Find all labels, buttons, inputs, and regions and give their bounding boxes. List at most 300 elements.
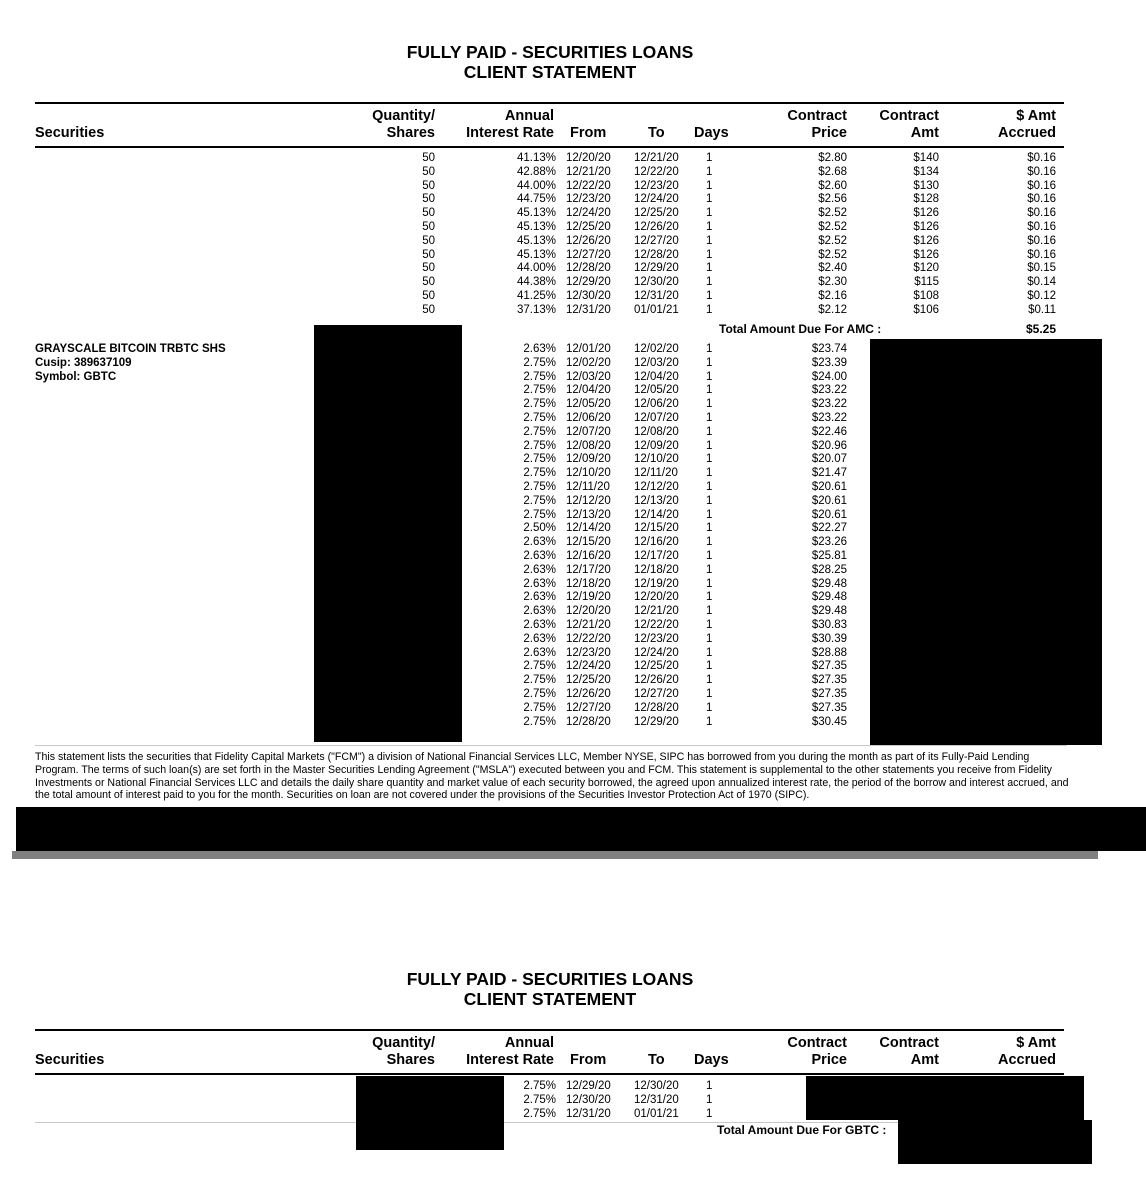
gbtc-days-cell: 1 bbox=[706, 480, 713, 493]
p2-days-cell: 1 bbox=[706, 1093, 713, 1106]
amc-days-cell: 1 bbox=[706, 193, 713, 206]
amc-qty-cell: 50 bbox=[422, 289, 435, 302]
amc-days-cell: 1 bbox=[706, 276, 713, 289]
gbtc-from-cell: 12/26/20 bbox=[566, 687, 611, 700]
gbtc-price-column bbox=[770, 343, 847, 729]
table-end-rule bbox=[35, 745, 1067, 746]
amc-from-cell: 12/27/20 bbox=[566, 248, 611, 261]
gbtc-rate-cell: 2.75% bbox=[523, 370, 556, 383]
gbtc-days-cell: 1 bbox=[706, 646, 713, 659]
header-accrued-2-p2: Accrued bbox=[997, 1052, 1056, 1068]
gbtc-to-cell: 12/09/20 bbox=[634, 439, 679, 452]
gbtc-rate-cell: 2.75% bbox=[523, 494, 556, 507]
amc-accrued-cell: $0.14 bbox=[1027, 276, 1056, 289]
amc-from-cell: 12/20/20 bbox=[566, 152, 611, 164]
p2-days-cell: 1 bbox=[706, 1080, 713, 1092]
amc-price-cell: $2.80 bbox=[818, 152, 847, 164]
amc-rate-cell: 42.88% bbox=[516, 165, 556, 178]
p2-rate-cell: 2.75% bbox=[523, 1107, 556, 1120]
gbtc-from-cell: 12/10/20 bbox=[566, 467, 611, 480]
redaction-footer bbox=[16, 807, 1146, 851]
gbtc-days-cell: 1 bbox=[706, 632, 713, 645]
header-qty-2-p2: Shares bbox=[386, 1052, 435, 1068]
gbtc-to-cell: 12/19/20 bbox=[634, 577, 679, 590]
amc-days-cell: 1 bbox=[706, 234, 713, 247]
amc-amt-cell: $134 bbox=[913, 165, 939, 178]
p2-from-cell: 12/31/20 bbox=[566, 1107, 611, 1120]
amc-days-cell: 1 bbox=[706, 152, 713, 164]
amc-accrued-cell: $0.16 bbox=[1027, 248, 1056, 261]
gbtc-days-column bbox=[706, 343, 712, 729]
gbtc-from-cell: 12/22/20 bbox=[566, 632, 611, 645]
amc-days-cell: 1 bbox=[706, 207, 713, 220]
gbtc-from-cell: 12/19/20 bbox=[566, 591, 611, 604]
amc-days-cell: 1 bbox=[706, 179, 713, 192]
amc-rate-cell: 45.13% bbox=[516, 248, 556, 261]
amc-from-cell: 12/30/20 bbox=[566, 289, 611, 302]
amc-to-cell: 01/01/21 bbox=[634, 303, 679, 316]
gbtc-to-cell: 12/24/20 bbox=[634, 646, 679, 659]
amc-rate-cell: 44.00% bbox=[516, 179, 556, 192]
gbtc-rate-cell: 2.63% bbox=[523, 646, 556, 659]
gbtc-price-cell: $20.96 bbox=[811, 439, 847, 452]
redaction-price-amt-p2 bbox=[806, 1076, 1084, 1120]
amc-price-cell: $2.52 bbox=[818, 248, 847, 261]
header-price-2-p2: Price bbox=[811, 1052, 847, 1068]
amc-price-cell: $2.16 bbox=[818, 289, 847, 302]
gbtc-to-cell: 12/12/20 bbox=[634, 480, 679, 493]
gbtc-to-cell: 12/17/20 bbox=[634, 549, 679, 562]
gbtc-price-cell: $28.88 bbox=[811, 646, 847, 659]
gbtc-from-cell: 12/27/20 bbox=[566, 701, 611, 714]
gbtc-rate-cell: 2.63% bbox=[523, 577, 556, 590]
gbtc-days-cell: 1 bbox=[706, 398, 713, 411]
gbtc-to-cell: 12/07/20 bbox=[634, 411, 679, 424]
header-to: To bbox=[648, 125, 665, 141]
p2-from-cell: 12/29/20 bbox=[566, 1080, 611, 1092]
p2-to-column bbox=[634, 1080, 679, 1121]
amc-to-column bbox=[634, 152, 679, 318]
gbtc-to-cell: 12/29/20 bbox=[634, 715, 679, 728]
gbtc-from-cell: 12/07/20 bbox=[566, 425, 611, 438]
amc-accrued-cell: $0.15 bbox=[1027, 262, 1056, 275]
amc-from-cell: 12/31/20 bbox=[566, 303, 611, 316]
amc-rate-cell: 45.13% bbox=[516, 207, 556, 220]
header-securities: Securities bbox=[35, 125, 105, 141]
amc-rate-cell: 44.38% bbox=[516, 276, 556, 289]
gbtc-from-cell: 12/12/20 bbox=[566, 494, 611, 507]
amc-total-label: Total Amount Due For AMC : bbox=[719, 322, 882, 336]
amc-to-cell: 12/29/20 bbox=[634, 262, 679, 275]
amc-rate-cell: 44.75% bbox=[516, 193, 556, 206]
gbtc-days-cell: 1 bbox=[706, 522, 713, 535]
amc-days-column bbox=[706, 152, 712, 318]
gbtc-to-cell: 12/21/20 bbox=[634, 605, 679, 618]
gbtc-from-cell: 12/15/20 bbox=[566, 536, 611, 549]
amc-rate-column bbox=[470, 152, 556, 318]
gbtc-days-cell: 1 bbox=[706, 660, 713, 673]
gbtc-days-cell: 1 bbox=[706, 411, 713, 424]
gbtc-rate-cell: 2.75% bbox=[523, 480, 556, 493]
gbtc-days-cell: 1 bbox=[706, 618, 713, 631]
gbtc-rate-column bbox=[470, 343, 556, 729]
amc-amt-cell: $126 bbox=[913, 207, 939, 220]
header-rate-2-p2: Interest Rate bbox=[466, 1052, 554, 1068]
header-price-1-p2: Contract bbox=[787, 1035, 847, 1051]
amc-qty-cell: 50 bbox=[422, 179, 435, 192]
amc-from-cell: 12/29/20 bbox=[566, 276, 611, 289]
gbtc-from-cell: 12/18/20 bbox=[566, 577, 611, 590]
amc-days-cell: 1 bbox=[706, 303, 713, 316]
amc-to-cell: 12/21/20 bbox=[634, 152, 679, 164]
gbtc-rate-cell: 2.50% bbox=[523, 522, 556, 535]
gbtc-rate-cell: 2.75% bbox=[523, 687, 556, 700]
gbtc-to-cell: 12/10/20 bbox=[634, 453, 679, 466]
amc-accrued-cell: $0.16 bbox=[1027, 193, 1056, 206]
amc-to-cell: 12/24/20 bbox=[634, 193, 679, 206]
redaction-quantity-p2 bbox=[356, 1076, 504, 1150]
p2-from-cell: 12/30/20 bbox=[566, 1093, 611, 1106]
gbtc-from-cell: 12/16/20 bbox=[566, 549, 611, 562]
gbtc-to-cell: 12/11/20 bbox=[634, 467, 678, 480]
gbtc-price-cell: $25.81 bbox=[811, 549, 847, 562]
gbtc-to-cell: 12/02/20 bbox=[634, 343, 679, 355]
redaction-amounts bbox=[870, 339, 1102, 745]
redaction-quantity bbox=[314, 325, 462, 742]
gbtc-to-cell: 12/06/20 bbox=[634, 398, 679, 411]
gbtc-days-cell: 1 bbox=[706, 439, 713, 452]
amc-qty-cell: 50 bbox=[422, 276, 435, 289]
amc-accrued-cell: $0.12 bbox=[1027, 289, 1056, 302]
amc-amt-cell: $120 bbox=[913, 262, 939, 275]
amc-rate-cell: 41.13% bbox=[516, 152, 556, 164]
gbtc-price-cell: $23.39 bbox=[811, 356, 847, 369]
gbtc-rate-cell: 2.75% bbox=[523, 384, 556, 397]
header-rate-1-p2: Annual bbox=[504, 1035, 554, 1051]
gbtc-price-cell: $28.25 bbox=[811, 563, 847, 576]
header-price-2: Price bbox=[811, 125, 847, 141]
gbtc-days-cell: 1 bbox=[706, 494, 713, 507]
title-line-2-p2: CLIENT STATEMENT bbox=[463, 989, 637, 1009]
p2-rate-cell: 2.75% bbox=[523, 1093, 556, 1106]
amc-total-value: $5.25 bbox=[1025, 322, 1056, 336]
gbtc-from-cell: 12/14/20 bbox=[566, 522, 611, 535]
amc-amt-cell: $126 bbox=[913, 220, 939, 233]
amc-accrued-cell: $0.11 bbox=[1028, 303, 1056, 316]
gbtc-price-cell: $20.61 bbox=[811, 494, 847, 507]
header-price-1: Contract bbox=[787, 108, 847, 124]
disclosure-footnote: This statement lists the securities that Fidelity Capital Markets ("FCM") a division of National Financial Services LLC, Member NYSE, SIPC has borrowed from you during the month as part of its Fully-Paid Lending Program. The terms of such loan(s) are set forth in the Master Securities Lending Agreement ("MSLA") executed between you and FCM. This statement is supplemental to the other statements you receive from Fidelity Investments or National Financial Services LLC and details the daily share quantity and market value of each security borrowed, the agreed upon annualized interest rate, the period of the borrow and interest accrued, and the total amount of interest paid to you for the month. Securities on loan are not covered under the provisions of the Securities Investor Protection Act of 1970 (SIPC). bbox=[35, 751, 1069, 802]
amc-days-cell: 1 bbox=[706, 262, 713, 275]
gbtc-symbol: Symbol: GBTC bbox=[35, 371, 117, 383]
gbtc-price-cell: $23.22 bbox=[811, 384, 847, 397]
header-qty-2: Shares bbox=[386, 125, 435, 141]
gbtc-rate-cell: 2.75% bbox=[523, 439, 556, 452]
p2-days-cell: 1 bbox=[706, 1107, 713, 1120]
amc-to-cell: 12/28/20 bbox=[634, 248, 679, 261]
title-line-1: FULLY PAID - SECURITIES LOANS bbox=[406, 42, 694, 62]
amc-accrued-column bbox=[960, 152, 1056, 318]
amc-from-cell: 12/21/20 bbox=[566, 165, 611, 178]
gbtc-price-cell: $29.48 bbox=[811, 605, 847, 618]
gbtc-price-cell: $27.35 bbox=[811, 701, 847, 714]
gbtc-rate-cell: 2.75% bbox=[523, 398, 556, 411]
gbtc-from-cell: 12/21/20 bbox=[566, 618, 611, 631]
amc-amt-cell: $126 bbox=[913, 234, 939, 247]
gbtc-days-cell: 1 bbox=[706, 370, 713, 383]
header-top-rule bbox=[35, 102, 1064, 104]
amc-amt-cell: $130 bbox=[913, 179, 939, 192]
gbtc-from-cell: 12/20/20 bbox=[566, 605, 611, 618]
gbtc-days-cell: 1 bbox=[706, 674, 713, 687]
gbtc-total-label: Total Amount Due For GBTC : bbox=[717, 1123, 887, 1137]
gbtc-to-cell: 12/23/20 bbox=[634, 632, 679, 645]
gbtc-price-cell: $27.35 bbox=[811, 660, 847, 673]
header-bottom-rule-p2 bbox=[35, 1073, 1064, 1075]
header-accrued-1-p2: $ Amt bbox=[1016, 1035, 1056, 1051]
gbtc-to-cell: 12/22/20 bbox=[634, 618, 679, 631]
gbtc-cusip: Cusip: 389637109 bbox=[35, 357, 132, 369]
header-from-p2: From bbox=[570, 1052, 607, 1068]
gbtc-rate-cell: 2.63% bbox=[523, 563, 556, 576]
amc-qty-cell: 50 bbox=[422, 193, 435, 206]
header-to-p2: To bbox=[648, 1052, 665, 1068]
amc-qty-cell: 50 bbox=[422, 220, 435, 233]
header-qty-1: Quantity/ bbox=[372, 108, 435, 124]
gbtc-price-cell: $22.27 bbox=[811, 522, 847, 535]
amc-to-cell: 12/30/20 bbox=[634, 276, 679, 289]
gbtc-from-cell: 12/04/20 bbox=[566, 384, 611, 397]
gbtc-days-cell: 1 bbox=[706, 701, 713, 714]
amc-accrued-cell: $0.16 bbox=[1027, 207, 1056, 220]
amc-to-cell: 12/26/20 bbox=[634, 220, 679, 233]
amc-price-cell: $2.40 bbox=[818, 262, 847, 275]
gbtc-to-cell: 12/18/20 bbox=[634, 563, 679, 576]
gbtc-from-cell: 12/08/20 bbox=[566, 439, 611, 452]
gbtc-days-cell: 1 bbox=[706, 343, 713, 355]
gbtc-days-cell: 1 bbox=[706, 715, 713, 728]
title-line-1-p2: FULLY PAID - SECURITIES LOANS bbox=[406, 969, 694, 989]
gbtc-from-cell: 12/13/20 bbox=[566, 508, 611, 521]
amc-price-cell: $2.52 bbox=[818, 207, 847, 220]
amc-to-cell: 12/22/20 bbox=[634, 165, 679, 178]
gbtc-rate-cell: 2.63% bbox=[523, 536, 556, 549]
amc-qty-cell: 50 bbox=[422, 152, 435, 164]
amc-days-cell: 1 bbox=[706, 248, 713, 261]
gbtc-rate-cell: 2.63% bbox=[523, 549, 556, 562]
amc-accrued-cell: $0.16 bbox=[1027, 152, 1056, 164]
amc-price-cell: $2.12 bbox=[818, 303, 847, 316]
amc-from-cell: 12/23/20 bbox=[566, 193, 611, 206]
gbtc-to-cell: 12/27/20 bbox=[634, 687, 679, 700]
gbtc-to-cell: 12/08/20 bbox=[634, 425, 679, 438]
amc-from-cell: 12/28/20 bbox=[566, 262, 611, 275]
gbtc-from-cell: 12/03/20 bbox=[566, 370, 611, 383]
header-securities-p2: Securities bbox=[35, 1052, 105, 1068]
amc-from-column bbox=[566, 152, 611, 318]
gbtc-price-cell: $22.46 bbox=[811, 425, 847, 438]
p2-days-column bbox=[706, 1080, 712, 1121]
gbtc-to-column bbox=[634, 343, 679, 729]
amc-from-cell: 12/26/20 bbox=[566, 234, 611, 247]
amc-rate-cell: 44.00% bbox=[516, 262, 556, 275]
gbtc-rate-cell: 2.63% bbox=[523, 605, 556, 618]
gbtc-price-cell: $29.48 bbox=[811, 577, 847, 590]
header-from: From bbox=[570, 125, 607, 141]
gbtc-days-cell: 1 bbox=[706, 356, 713, 369]
header-amt-1-p2: Contract bbox=[879, 1035, 939, 1051]
title-line-2: CLIENT STATEMENT bbox=[463, 62, 637, 82]
amc-accrued-cell: $0.16 bbox=[1027, 165, 1056, 178]
gbtc-price-cell: $30.83 bbox=[811, 618, 847, 631]
gbtc-days-cell: 1 bbox=[706, 425, 713, 438]
amc-qty-cell: 50 bbox=[422, 207, 435, 220]
p2-to-cell: 12/31/20 bbox=[634, 1093, 679, 1106]
gbtc-days-cell: 1 bbox=[706, 384, 713, 397]
gbtc-days-cell: 1 bbox=[706, 563, 713, 576]
p2-rate-cell: 2.75% bbox=[523, 1080, 556, 1092]
gbtc-from-cell: 12/25/20 bbox=[566, 674, 611, 687]
header-amt-1: Contract bbox=[879, 108, 939, 124]
gbtc-to-cell: 12/16/20 bbox=[634, 536, 679, 549]
amc-to-cell: 12/31/20 bbox=[634, 289, 679, 302]
gbtc-price-cell: $20.61 bbox=[811, 480, 847, 493]
amc-days-cell: 1 bbox=[706, 220, 713, 233]
gbtc-price-cell: $21.47 bbox=[811, 467, 847, 480]
amc-from-cell: 12/25/20 bbox=[566, 220, 611, 233]
gbtc-from-cell: 12/05/20 bbox=[566, 398, 611, 411]
gbtc-price-cell: $29.48 bbox=[811, 591, 847, 604]
page-separator bbox=[12, 851, 1098, 859]
gbtc-days-cell: 1 bbox=[706, 577, 713, 590]
gbtc-rate-cell: 2.75% bbox=[523, 425, 556, 438]
amc-price-column bbox=[770, 152, 847, 318]
gbtc-rate-cell: 2.75% bbox=[523, 660, 556, 673]
gbtc-rate-cell: 2.75% bbox=[523, 453, 556, 466]
amc-accrued-cell: $0.16 bbox=[1027, 179, 1056, 192]
header-bottom-rule bbox=[35, 146, 1064, 148]
gbtc-rate-cell: 2.75% bbox=[523, 411, 556, 424]
gbtc-rate-cell: 2.63% bbox=[523, 632, 556, 645]
gbtc-price-cell: $23.74 bbox=[811, 343, 847, 355]
amc-days-cell: 1 bbox=[706, 289, 713, 302]
amc-from-cell: 12/22/20 bbox=[566, 179, 611, 192]
gbtc-rate-cell: 2.75% bbox=[523, 508, 556, 521]
redaction-total-p2 bbox=[898, 1120, 1092, 1164]
amc-amt-cell: $115 bbox=[914, 276, 939, 289]
gbtc-from-cell: 12/11/20 bbox=[566, 480, 610, 493]
gbtc-from-cell: 12/24/20 bbox=[566, 660, 611, 673]
gbtc-price-cell: $20.61 bbox=[811, 508, 847, 521]
amc-amt-cell: $140 bbox=[913, 152, 939, 164]
amc-rate-cell: 45.13% bbox=[516, 220, 556, 233]
gbtc-rate-cell: 2.75% bbox=[523, 467, 556, 480]
amc-qty-cell: 50 bbox=[422, 248, 435, 261]
amc-qty-cell: 50 bbox=[422, 234, 435, 247]
header-days-p2: Days bbox=[694, 1052, 729, 1068]
gbtc-price-cell: $24.00 bbox=[811, 370, 847, 383]
gbtc-days-cell: 1 bbox=[706, 591, 713, 604]
gbtc-rate-cell: 2.75% bbox=[523, 701, 556, 714]
gbtc-to-cell: 12/25/20 bbox=[634, 660, 679, 673]
header-top-rule-p2 bbox=[35, 1029, 1064, 1031]
gbtc-rate-cell: 2.63% bbox=[523, 618, 556, 631]
gbtc-to-cell: 12/05/20 bbox=[634, 384, 679, 397]
gbtc-from-cell: 12/01/20 bbox=[566, 343, 611, 355]
gbtc-price-cell: $27.35 bbox=[811, 674, 847, 687]
gbtc-price-cell: $27.35 bbox=[811, 687, 847, 700]
gbtc-to-cell: 12/04/20 bbox=[634, 370, 679, 383]
header-days: Days bbox=[694, 125, 729, 141]
amc-amt-cell: $106 bbox=[913, 303, 939, 316]
gbtc-rate-cell: 2.63% bbox=[523, 343, 556, 355]
header-accrued-2: Accrued bbox=[997, 125, 1056, 141]
gbtc-days-cell: 1 bbox=[706, 508, 713, 521]
amc-price-cell: $2.52 bbox=[818, 220, 847, 233]
amc-amt-cell: $108 bbox=[913, 289, 939, 302]
p2-to-cell: 01/01/21 bbox=[634, 1107, 679, 1120]
amc-amt-cell: $126 bbox=[913, 248, 939, 261]
gbtc-price-cell: $30.45 bbox=[811, 715, 847, 728]
header-accrued-1: $ Amt bbox=[1016, 108, 1056, 124]
gbtc-price-cell: $20.07 bbox=[811, 453, 847, 466]
header-amt-2-p2: Amt bbox=[910, 1052, 939, 1068]
gbtc-price-cell: $23.26 bbox=[811, 536, 847, 549]
gbtc-from-cell: 12/09/20 bbox=[566, 453, 611, 466]
amc-accrued-cell: $0.16 bbox=[1027, 234, 1056, 247]
gbtc-days-cell: 1 bbox=[706, 687, 713, 700]
gbtc-price-cell: $30.39 bbox=[811, 632, 847, 645]
amc-qty-cell: 50 bbox=[422, 165, 435, 178]
amc-price-cell: $2.52 bbox=[818, 234, 847, 247]
amc-rate-cell: 45.13% bbox=[516, 234, 556, 247]
gbtc-rate-cell: 2.63% bbox=[523, 591, 556, 604]
gbtc-from-cell: 12/28/20 bbox=[566, 715, 611, 728]
amc-price-cell: $2.68 bbox=[818, 165, 847, 178]
gbtc-from-cell: 12/06/20 bbox=[566, 411, 611, 424]
amc-price-cell: $2.60 bbox=[818, 179, 847, 192]
header-qty-1-p2: Quantity/ bbox=[372, 1035, 435, 1051]
amc-to-cell: 12/25/20 bbox=[634, 207, 679, 220]
amc-amt-column bbox=[860, 152, 939, 318]
amc-to-cell: 12/27/20 bbox=[634, 234, 679, 247]
amc-to-cell: 12/23/20 bbox=[634, 179, 679, 192]
header-rate-1: Annual bbox=[504, 108, 554, 124]
header-amt-2: Amt bbox=[910, 125, 939, 141]
gbtc-to-cell: 12/14/20 bbox=[634, 508, 679, 521]
amc-qty-cell: 50 bbox=[422, 262, 435, 275]
amc-price-cell: $2.30 bbox=[818, 276, 847, 289]
amc-rate-cell: 41.25% bbox=[516, 289, 556, 302]
gbtc-to-cell: 12/20/20 bbox=[634, 591, 679, 604]
gbtc-rate-cell: 2.75% bbox=[523, 356, 556, 369]
gbtc-from-cell: 12/23/20 bbox=[566, 646, 611, 659]
gbtc-price-cell: $23.22 bbox=[811, 411, 847, 424]
gbtc-rate-cell: 2.75% bbox=[523, 674, 556, 687]
gbtc-days-cell: 1 bbox=[706, 453, 713, 466]
gbtc-days-cell: 1 bbox=[706, 536, 713, 549]
gbtc-rate-cell: 2.75% bbox=[523, 715, 556, 728]
amc-amt-cell: $128 bbox=[913, 193, 939, 206]
p2-to-cell: 12/30/20 bbox=[634, 1080, 679, 1092]
gbtc-to-cell: 12/15/20 bbox=[634, 522, 679, 535]
gbtc-name: GRAYSCALE BITCOIN TRBTC SHS bbox=[35, 343, 226, 355]
gbtc-to-cell: 12/13/20 bbox=[634, 494, 679, 507]
gbtc-days-cell: 1 bbox=[706, 467, 713, 480]
header-rate-2: Interest Rate bbox=[466, 125, 554, 141]
gbtc-from-column bbox=[566, 343, 611, 729]
p2-from-column bbox=[566, 1080, 611, 1121]
